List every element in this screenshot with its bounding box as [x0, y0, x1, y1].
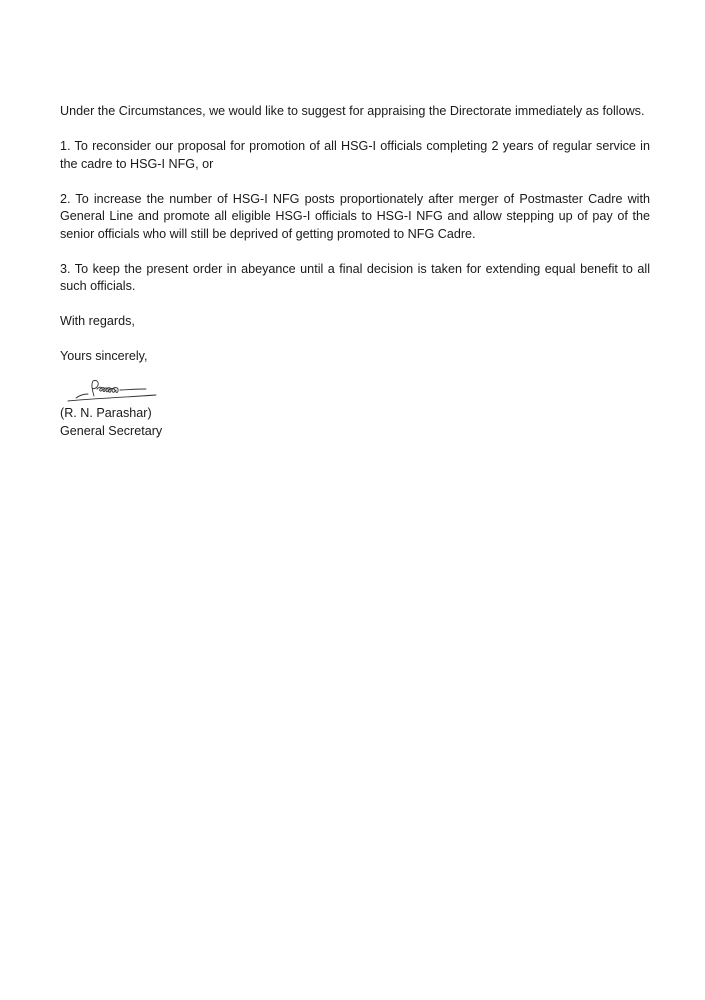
letter-body — [60, 103, 650, 440]
sincerely-line: Yours sincerely, — [60, 349, 148, 364]
intro-paragraph: Under the Circumstances, we would like to suggest for appraising the Directorate immediately as follows. — [60, 104, 645, 118]
regards-line: With regards, — [60, 314, 135, 329]
signature-icon — [64, 377, 174, 405]
suggestion-1-paragraph: 1. To reconsider our proposal for promotion of all HSG-I officials completing 2 years of regular service in the cadre to HSG-I NFG, or — [60, 138, 650, 171]
signatory-block — [60, 405, 650, 440]
signatory-title: General Secretary — [60, 423, 163, 438]
handwritten-signature — [64, 377, 174, 405]
suggestion-2-paragraph: 2. To increase the number of HSG-I NFG posts proportionately after merger of Postmaster Cadre with General Line and promote all eligible HSG-I officials to HSG-I NFG and allow stepping up of pay of the senior officials who will still be deprived of getting promoted to NFG Cadre. — [60, 191, 650, 241]
suggestion-3-paragraph: 3. To keep the present order in abeyance until a final decision is taken for extending equal benefit to all such officials. — [60, 261, 650, 294]
signatory-name: (R. N. Parashar) — [60, 406, 152, 421]
